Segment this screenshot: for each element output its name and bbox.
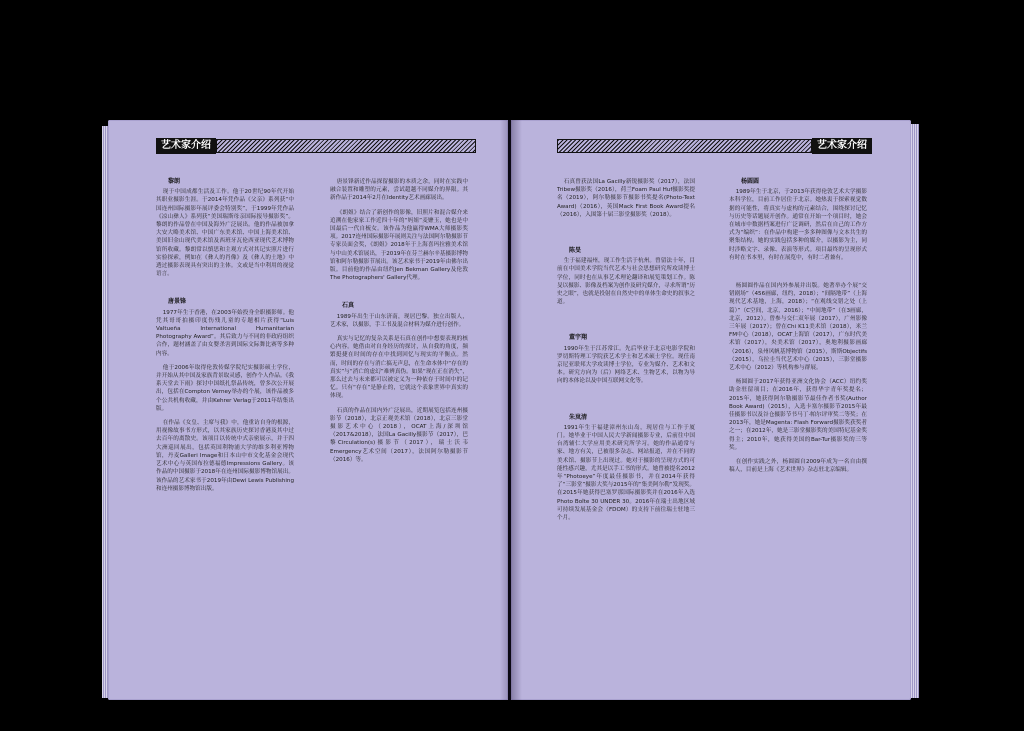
- paragraph: 真实与记忆的复杂关系是石真在创作中想要表现的核心内容。她借由对自身经历的探讨，从自我的角度，频繁挺捷在时间的存在中找到回忆与现实的平衡点。然而，时间的存在与消亡搞无声息，在生命本体中“存在的真实”与“消亡的虚幻”难辨真伪。如果“现在正在消失”，那么过去与未来都可以被定义为一种依存于时间中的记忆。只有“存在”是静止的，它就这个表象世界中真实的体现。: [330, 336, 468, 400]
- paragraph: 唐景锋新近作品探留摄影的本质之余，同时在实践中融合装置和雕塑的元素，尝试超越不同媒介的界限。其新作品于2014年2月在Identity艺术画廊展出。: [330, 179, 468, 202]
- paragraph: 他于2006年取得伦敦传媒学院纪实摄影硕士学位，并开始从其中国及家族背景取灵感，创作个人作品。《我系天堂去下雨》探讨中国纸扎祭品传统，曾多次公开展出，包括在Compton Verney举办的个展，该作品被多个公共机构收藏，并由Kehrer Verlag于2011年结集出版。: [156, 364, 294, 412]
- paragraph: 现于中国成都生活及工作。他于20世纪90年代开始其职业摄影生涯。于2014年凭作品《父亲》系列获“中国连州国际摄影年展评委会特别奖”，于1999年凭作品《凉山彝人》系列获“美国瑞斯母亲国际报导摄影奖”。黎朗的作品曾在中国及海外广泛展出。他的作品被加拿大安大略美术馆、中国广东美术馆、中国上海美术馆、美国旧金山现代美术馆及西班牙瓦伦西亚现代艺术博物馆所收藏。黎朗常以慎思和主观方式对其记实照片进行实验探索，例如在《彝人的肖像》及《彝人的土地》中透过摄影表现具有突出的主体。文或是当中利用的视觉语言。: [156, 189, 294, 278]
- artist-name: 陈旻: [569, 247, 582, 255]
- paragraph: 生于福建福州，现工作生活于杭州。曾留法十年，目前在中国美术学院当代艺术与社会思想研究所攻读博士学位，同时也在从事艺术理论翻译和展览策划工作。陈旻以摄影、影像及档案为创作及研究媒介，寻求所谓“历史之眼”，也就是投射在自然史中的单体生命史的叙事之道。: [557, 258, 695, 306]
- paragraph: 在作品《女皇、主席与我》中，他重访自身的根源，用视像故事书方形式，以其家族历史探讨香港及其中过去百年的离散史。该项目以传统中式亲密展示，并于四大洲巡回展出，包括英国利物浦大学的维多利亚博物馆，丹麦Galleri Image和日本山中市文化基金会现代艺术中心与英国布拉德福德Impressions Gallery。该作品的中国摄影于2018年在连州国际摄影博物馆展出。该作品的艺术家书于2019年由Dewi Lewis Publishing和连州摄影博物馆出版。: [156, 420, 294, 492]
- text-column-2: [330, 178, 468, 470]
- page-edges-right: [911, 124, 919, 698]
- section-title: 艺术家介绍: [156, 138, 216, 154]
- artist-name: 朱岚清: [569, 413, 588, 421]
- paragraph: 杨圆圆于2017年获得亚洲文化协会（ACC）纽约奖助金驻留项目；在2016年，获得华宇青年奖提名；2015年，她获得阿尔勒摄影节最佳作者书奖(Author Book Award)（2015），入选卡塞尔摄影节2015年最佳摄影书以及谷仓摄影节书马丁·帕尔评审奖二等奖；在2013年，她是Magenta: Flash Forward摄影奖获奖者之一；在2012年，她是三影堂摄影奖的美国特尼基金奖得主；2010年，她获得美国的Bar-Tur摄影奖的三等奖。: [729, 379, 867, 451]
- paragraph: 杨圆圆作品在国内外参展并出版。她著举办个展“交错剧场”（456画廊，纽约，2018）；“间隔地带”（上海现代艺术基地，上海，2018）；“在观线交错之处（上篇）”（C空间，北京，2016）；“中间地带”（在3画廊，北京，2012）。曾参与交仁双年展（2017），广州影像三年展（2017）；曾在Chi K11美术馆（2018），米兰FM中心（2018），OCAT上海馆（2017），广东时代美术馆（2017），央美术馆（2017），奥地利摄影画廊（2016），泉州风帆基博物馆（2015），斯斯Objectifs（2015），乌拉圭当代艺术中心（2015），三影堂摄影艺术中心（2012）等机构参与群展。: [729, 283, 867, 372]
- open-book-spread: [108, 120, 916, 720]
- artist-name: 唐景锋: [168, 298, 187, 306]
- section-header-left: [156, 138, 476, 154]
- section-header-right: [557, 138, 872, 154]
- book-gutter-shadow: [500, 120, 522, 700]
- paragraph: 1990年生于江苏常江。先后毕业于北京电影学院和罗切斯特理工学院获艺术学士和艺术硕士学位。现任南京尼亚联邦大学攻读博士学位，专业为媒介、艺术和文本。研究方向为（后）网络艺术、生物艺术，以物为导向的本体论以及中国互联网文化等。: [557, 345, 695, 385]
- paragraph: 1977年生于香港，在2003年始投身全职摄影师。他凭其哥哥拍摄印度伤残儿童的专题相片获得“Luis Valtueña International Humanitarian Photography Award”。其后致力与不同的非政府组织合作，题材涵盖了由女婴杀害到国际文际舞比赛等多种内容。: [156, 309, 294, 357]
- artist-name: 石真: [342, 302, 355, 310]
- artist-name: 杨圆圆: [741, 178, 760, 185]
- paragraph: 《朗姐》结合了新创作的影像，旧照片和混合媒介来追溯在他家家工作近四十年的“妈姐”麦嬷玉，她也是中国最后一代自梳女。该作品为他赢得WMA大师摄影奖项。2017连州国际摄影年展则关注与法国阿尔勒摄影节专家员面会奖，《朗姐》2018年于上海喜玛拉雅美术馆与中山美术馆展出，于2019年在芬兰赫尔辛基摄影博物馆和阿尔勒摄影节展出。该艺术家书于2019年由佛尔出版。目前他的作品由纽约Jen Bekman Gallery及伦敦The Photographers' Gallery代理。: [330, 209, 468, 282]
- artist-name: 黎朗: [168, 178, 181, 185]
- hatched-bar: [216, 139, 476, 153]
- hatched-bar: [557, 139, 812, 153]
- text-column-3: [557, 178, 695, 528]
- paragraph: 石真的作品在国内外广泛展出，近期展览包括连州摄影节（2018），北京正观美术馆（2018），北京三影堂摄影艺术中心（2018），OCAT上海/深圳馆（2017&2018），法国La Gacilly摄影节（2017），巴黎Circulation(s)摄影节（2017），瑞士沃韦Emergency艺术空间（2017），法国阿尔勒摄影节（2016）等。: [330, 407, 468, 463]
- paragraph: 在创作实践之外，杨圆圆自2009年成为一名自由撰稿人，目前是上海《艺术世界》杂志驻北京编辑。: [729, 459, 867, 474]
- paragraph: 石真曾获法国La Gacilly新锐摄影奖（2017），法国Tribew摄影奖（2016），荷兰Foam Paul Huf摄影奖提名（2019），阿尔勒摄影节摄影书奖提名(Photo-Text Award)（2016），英国Mack First Book Award提名（2016），入围第十届三影堂摄影奖（2018）。: [557, 179, 695, 218]
- text-column-1: [156, 178, 294, 499]
- paragraph: 1989年出生于山东济南，现居巴黎。独立出版人，艺术家，以摄影，手工书及混合材料为媒介进行创作。: [330, 313, 468, 328]
- left-page: [108, 120, 508, 700]
- text-column-4: [729, 178, 867, 481]
- section-title: 艺术家介绍: [812, 138, 872, 154]
- paragraph: 1989年生于北京，于2013年获得伦敦艺术大学摄影本科学位，目前工作居住于北京。她热衷于探索视觉数据的可能性，将真实与虚构的元素结合，围绕探讨记忆与历史等话题展开创作。通常在开始一个项目时，她会在城市中数据档案进行广泛调研，然后在自己的工作方式为“编织”：在作品中构建一多多种图像与文本共生的聚集结构。她的实践包括多种的媒介，以摄影为主，同时涉略文字、录像、表演等形式。项目最终的呈现形式有时在书本里，有时在展览中，有时二者兼有。: [729, 189, 867, 261]
- right-page: [511, 120, 911, 700]
- artist-name: 董宇翔: [569, 334, 588, 342]
- paragraph: 1991年生于福建漳州东山岛，现居住与工作于厦门。她毕业于中国人民大学新闻摄影专业，后前往中国台湾辅仁大学应用美术研究所学习。她的作品通常与家、地方有关，已被很多杂志、网站报道，并在不同的美术馆、摄影节上出现过。她对于摄影的呈现方式的可能性感兴趣，尤其是以手工书的形式。她曾被提名2012年“Photoeye”年度最佳摄影书，并在2014年获得了“三影堂”摄影大奖与2015年的“集美阿尔勒”发现奖。在2015年她获得巴塞罗那国际摄影奖并在2016年入选Photo Boîte 30 UNDER 30。2016年在瑞士出地区域可持续发展基金会（FDOM）的支持下前往瑞士驻地三个月。: [557, 424, 695, 522]
